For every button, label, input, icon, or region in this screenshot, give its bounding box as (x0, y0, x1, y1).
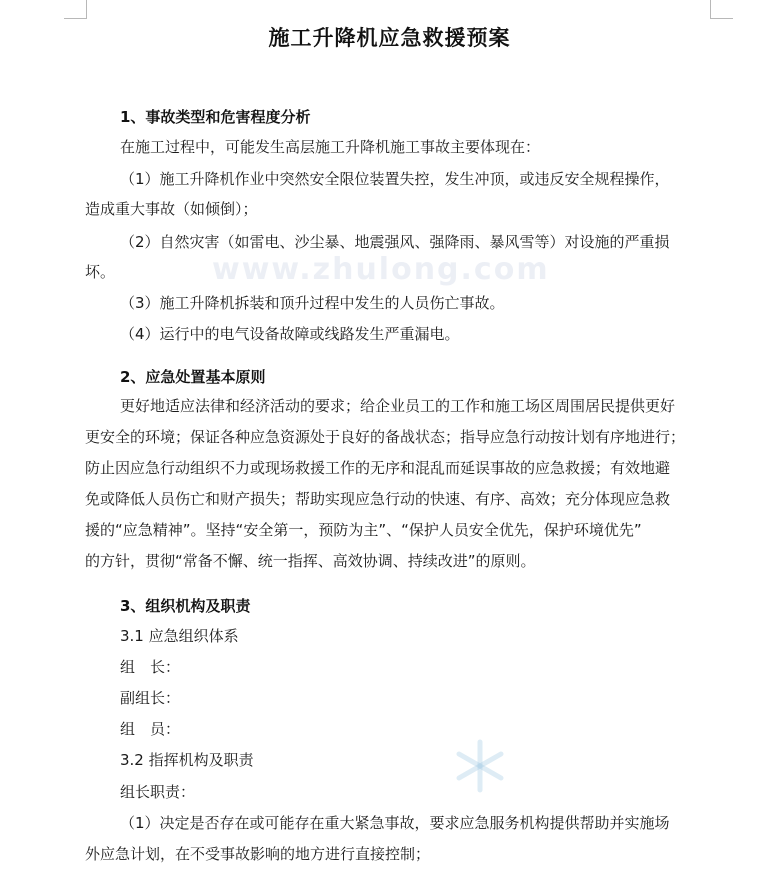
section-2-line-3: 防止因应急行动组织不力或现场救援工作的无序和混乱而延误事故的应急救援；有效地避 (85, 459, 671, 477)
section-1-intro: 在施工过程中，可能发生高层施工升降机施工事故主要体现在： (120, 138, 541, 156)
crop-mark-top-right (710, 0, 733, 19)
section-1-item-3: （3）施工升降机拆装和顶升过程中发生的人员伤亡事故。 (120, 294, 505, 312)
section-1-heading: 1、事故类型和危害程度分析 (120, 108, 311, 126)
watermark: www.zhulong.com (212, 252, 550, 287)
section-2-line-2: 更安全的环境；保证各种应急资源处于良好的备战状态；指导应急行动按计划有序地进行； (85, 428, 686, 446)
member-field: 组 员： (120, 720, 181, 738)
section-2-line-5: 援的“应急精神”。坚持“安全第一，预防为主”、“保护人员安全优先，保护环境优先” (85, 521, 642, 539)
crop-mark-top-left (64, 0, 87, 19)
section-3-heading: 3、组织机构及职责 (120, 597, 251, 615)
section-1-item-1-line-1: （1）施工升降机作业中突然安全限位装置失控，发生冲顶，或违反安全规程操作， (120, 170, 670, 188)
snowflake-watermark-icon (452, 738, 508, 794)
section-2-line-1: 更好地适应法律和经济活动的要求；给企业员工的工作和施工场区周围居民提供更好 (120, 397, 676, 415)
section-2-line-6: 的方针，贯彻“常备不懈、统一指挥、高效协调、持续改进”的原则。 (85, 552, 536, 570)
section-2-line-4: 免或降低人员伤亡和财产损失；帮助实现应急行动的快速、有序、高效；充分体现应急救 (85, 490, 671, 508)
leader-duties-label: 组长职责： (120, 783, 196, 801)
section-1-item-2-line-1: （2）自然灾害（如雷电、沙尘暴、地震强风、强降雨、暴风雪等）对设施的严重损 (120, 233, 670, 251)
document-title: 施工升降机应急救援预案 (268, 25, 511, 50)
section-2-heading: 2、应急处置基本原则 (120, 368, 266, 386)
duty-1-line-1: （1）决定是否存在或可能存在重大紧急事故，要求应急服务机构提供帮助并实施场 (120, 814, 670, 832)
section-1-item-4: （4）运行中的电气设备故障或线路发生严重漏电。 (120, 325, 460, 343)
section-3-1-subheading: 3.1 应急组织体系 (120, 627, 239, 645)
duty-1-line-2: 外应急计划，在不受事故影响的地方进行直接控制； (85, 845, 431, 863)
leader-field: 组 长： (120, 658, 181, 676)
section-1-item-2-line-2: 坏。 (85, 263, 116, 281)
deputy-leader-field: 副组长： (120, 689, 181, 707)
section-1-item-1-line-2: 造成重大事故（如倾倒）； (85, 200, 258, 218)
section-3-2-subheading: 3.2 指挥机构及职责 (120, 751, 254, 769)
